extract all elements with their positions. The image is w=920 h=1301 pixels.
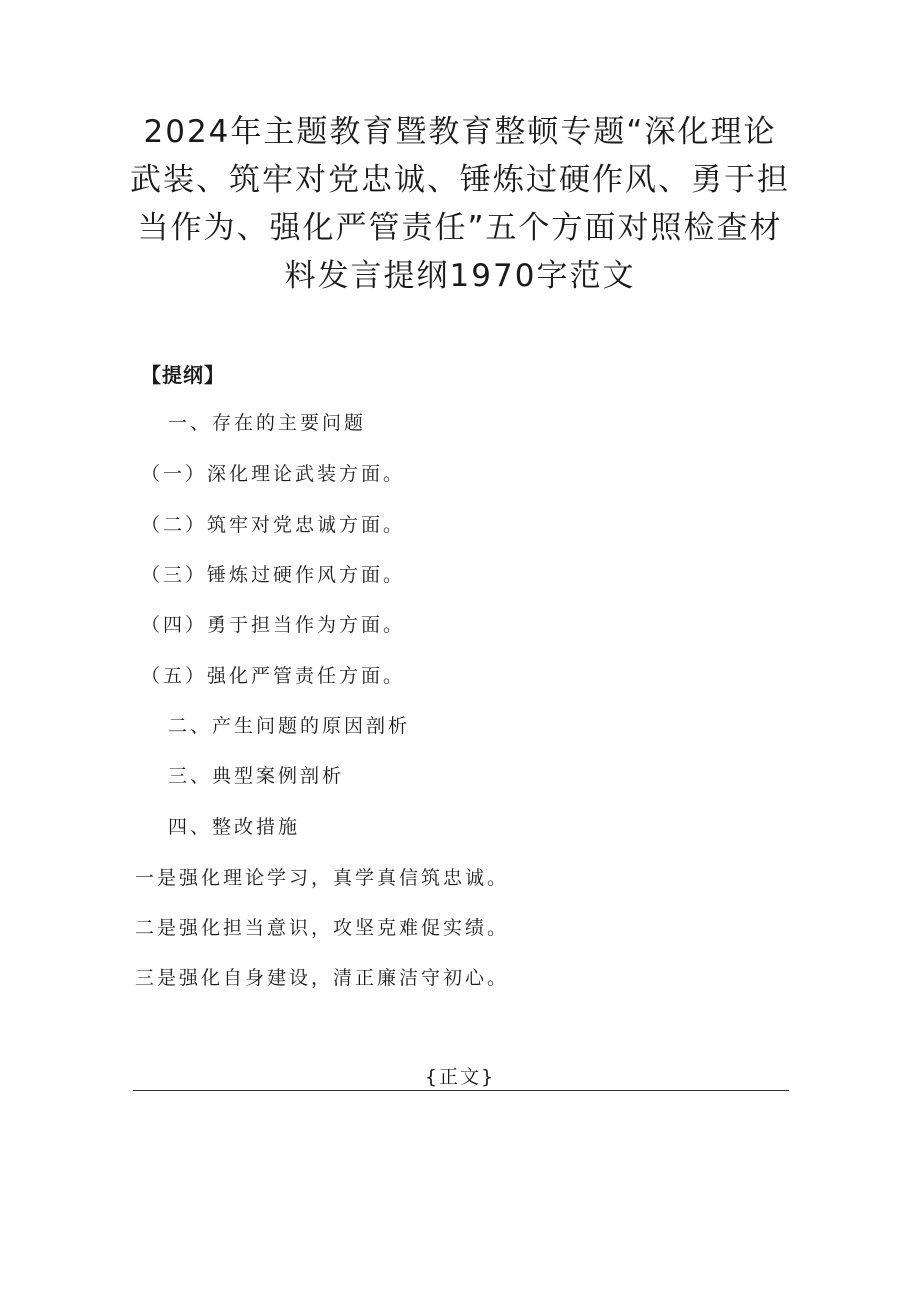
outline-item-measure-1: 一是强化理论学习，真学真信筑忠诚。 (135, 867, 510, 889)
outline-item-sub-5: （五）强化严管责任方面。 (141, 665, 406, 687)
outline-heading: 【提纲】 (141, 363, 225, 387)
outline-item-section-1: 一、存在的主要问题 (168, 412, 367, 434)
outline-item-section-3: 三、典型案例剖析 (168, 765, 345, 787)
body-text-marker: {正文} (424, 1066, 496, 1088)
outline-item-sub-4: （四）勇于担当作为方面。 (141, 614, 406, 636)
outline-item-section-2: 二、产生问题的原因剖析 (168, 715, 411, 737)
outline-item-sub-1: （一）深化理论武装方面。 (141, 463, 406, 485)
outline-item-section-4: 四、整改措施 (168, 816, 301, 838)
outline-item-sub-2: （二）筑牢对党忠诚方面。 (141, 514, 406, 536)
document-title: 2024年主题教育暨教育整顿专题“深化理论武装、筑牢对党忠诚、锤炼过硬作风、勇于担当作为、强化严管责任”五个方面对照检查材料发言提纲1970字范文 (130, 114, 790, 294)
outline-item-sub-3: （三）锤炼过硬作风方面。 (141, 564, 406, 586)
outline-item-measure-3: 三是强化自身建设，清正廉洁守初心。 (135, 967, 510, 989)
outline-item-measure-2: 二是强化担当意识，攻坚克难促实绩。 (135, 917, 510, 939)
section-divider (133, 1090, 789, 1091)
